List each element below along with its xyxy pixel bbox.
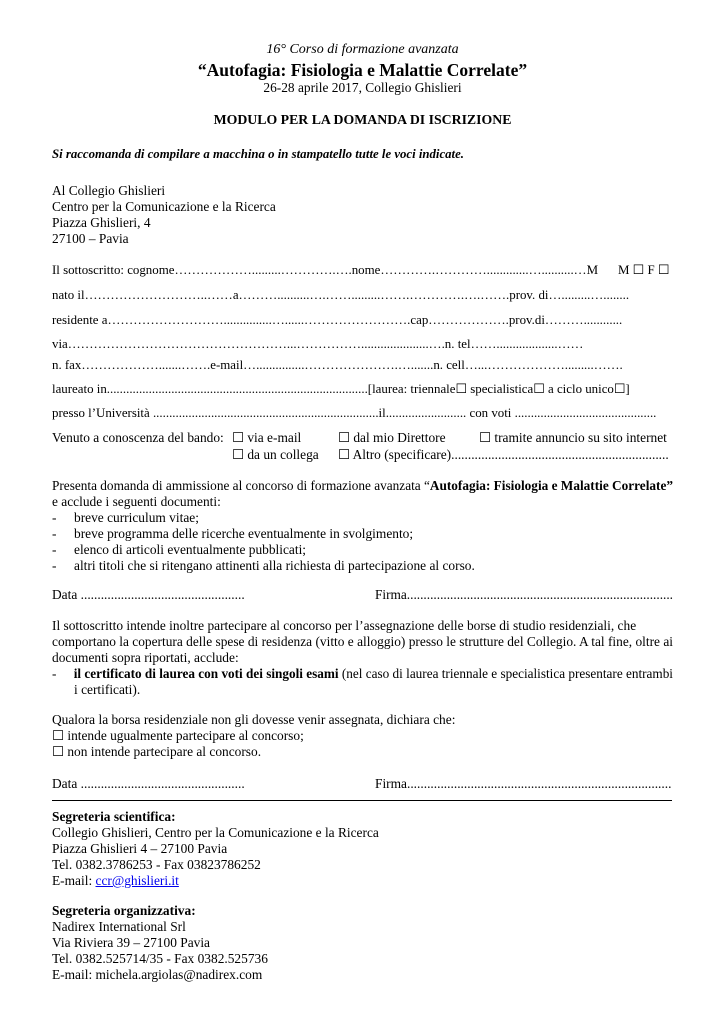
firma-field-2[interactable]: Firma............................................................................... bbox=[375, 776, 672, 791]
option-direttore[interactable]: ☐ dal mio Direttore bbox=[338, 430, 446, 445]
scientifica-line-3: Tel. 0382.3786253 - Fax 03823786252 bbox=[52, 857, 261, 872]
domanda-course-title: Autofagia: Fisiologia e Malattie Correlate” bbox=[429, 478, 673, 493]
field-universita[interactable]: presso l’Università ......................................................................il......................... con voti ............................................ bbox=[52, 406, 657, 420]
organizzativa-line-1: Nadirex International Srl bbox=[52, 919, 186, 934]
course-title: “Autofagia: Fisiologia e Malattie Correlate” bbox=[197, 60, 528, 80]
course-dates: 26-28 aprile 2017, Collegio Ghislieri bbox=[263, 80, 462, 95]
field-nascita[interactable]: nato il………………………..……a………..........….…….........…….………….….…….prov. di….........…........ bbox=[52, 288, 630, 302]
instruction: Si raccomanda di compilare a macchina o in stampatello tutte le voci indicate. bbox=[52, 147, 464, 161]
option-intende-partecipare[interactable]: ☐ intende ugualmente partecipare al concorso; bbox=[52, 728, 304, 743]
option-sito-internet[interactable]: ☐ tramite annuncio su sito internet bbox=[479, 430, 667, 445]
field-via-tel[interactable]: via……………………………………………...…………….....................….n. tel……...................…… bbox=[52, 337, 584, 351]
option-altro[interactable]: ☐ Altro (specificare)................................................................. bbox=[338, 447, 669, 462]
recipient-line-2: Centro per la Comunicazione e la Ricerca bbox=[52, 199, 276, 214]
domanda-line-2: e acclude i seguenti documenti: bbox=[52, 494, 221, 509]
scientifica-title: Segreteria scientifica: bbox=[52, 809, 176, 824]
organizzativa-title: Segreteria organizzativa: bbox=[52, 903, 196, 918]
field-residenza[interactable]: residente a………………………...............…......…………………….cap……………….prov.di………............ bbox=[52, 313, 623, 327]
organizzativa-line-3: Tel. 0382.525714/35 - Fax 0382.525736 bbox=[52, 951, 268, 966]
data-field-2[interactable]: Data ................................................. bbox=[52, 776, 245, 791]
field-fax-email-cell[interactable]: n. fax……………….......…….e-mail…...............………………….….......n. cell…...……………….........……. bbox=[52, 358, 623, 372]
organizzativa-line-2: Via Riviera 39 – 27100 Pavia bbox=[52, 935, 210, 950]
option-via-email[interactable]: ☐ via e-mail bbox=[232, 430, 302, 445]
email-label: E-mail: bbox=[52, 873, 96, 888]
course-line: 16° Corso di formazione avanzata bbox=[266, 42, 459, 57]
recipient-line-1: Al Collegio Ghislieri bbox=[52, 183, 166, 198]
option-collega[interactable]: ☐ da un collega bbox=[232, 447, 319, 462]
borse-item-bold: il certificato di laurea con voti dei singoli esami bbox=[73, 666, 339, 681]
recipient-line-4: 27100 – Pavia bbox=[52, 231, 129, 246]
borse-item-rest: (nel caso di laurea triennale e specialistica presentare entrambi bbox=[338, 666, 673, 681]
domanda-text: Presenta domanda di ammissione al concorso di formazione avanzata “ bbox=[52, 478, 430, 493]
document-item: - breve programma delle ricerche eventualmente in svolgimento; bbox=[52, 526, 414, 541]
scientifica-line-1: Collegio Ghislieri, Centro per la Comunicazione e la Ricerca bbox=[52, 825, 379, 840]
gender-checkboxes[interactable]: M ☐ F ☐ bbox=[618, 263, 670, 277]
document-item: - altri titoli che si ritengano attinenti alla richiesta di partecipazione al corso. bbox=[52, 558, 475, 573]
data-field-1[interactable]: Data ................................................. bbox=[52, 587, 245, 602]
scientifica-line-2: Piazza Ghislieri 4 – 27100 Pavia bbox=[52, 841, 228, 856]
field-laurea[interactable]: laureato in.................................................................................[laurea: triennale☐ specialistica☐ a ciclo unico☐] bbox=[52, 382, 630, 396]
organizzativa-email: E-mail: michela.argiolas@nadirex.com bbox=[52, 967, 263, 982]
borse-line-3: documenti sopra riportati, acclude: bbox=[52, 650, 239, 665]
recipient-line-3: Piazza Ghislieri, 4 bbox=[52, 215, 151, 230]
firma-field-1[interactable]: Firma................................................................................ bbox=[375, 587, 674, 602]
email-link[interactable]: ccr@ghislieri.it bbox=[95, 873, 179, 888]
option-non-intende-partecipare[interactable]: ☐ non intende partecipare al concorso. bbox=[52, 744, 262, 759]
borse-item-line-2: i certificati). bbox=[74, 682, 141, 697]
scientifica-email bbox=[52, 873, 179, 889]
qualora-line: Qualora la borsa residenziale non gli dovesse venir assegnata, dichiara che: bbox=[52, 712, 456, 727]
domanda-line-1 bbox=[52, 478, 673, 494]
borse-line-1: Il sottoscritto intende inoltre partecipare al concorso per l’assegnazione delle borse di studio residenziali, che bbox=[52, 618, 637, 633]
venuto-label: Venuto a conoscenza del bando: bbox=[52, 430, 224, 445]
field-label: Il sottoscritto: cognome……………….........………….….nome………….………….............…..........…M bbox=[52, 263, 599, 277]
document-item: - elenco di articoli eventualmente pubblicati; bbox=[52, 542, 307, 557]
field-cognome-nome[interactable] bbox=[52, 262, 598, 278]
borse-item: - il certificato di laurea con voti dei singoli esami (nel caso di laurea triennale e specialistica presentare entrambi bbox=[52, 666, 673, 681]
document-item: - breve curriculum vitae; bbox=[52, 510, 199, 525]
form-title: MODULO PER LA DOMANDA DI ISCRIZIONE bbox=[213, 112, 512, 127]
divider bbox=[52, 800, 672, 801]
borse-line-2: comportano la copertura delle spese di residenza (vitto e alloggio) presso le strutture del Collegio. A tal fine, oltre ai bbox=[52, 634, 673, 649]
